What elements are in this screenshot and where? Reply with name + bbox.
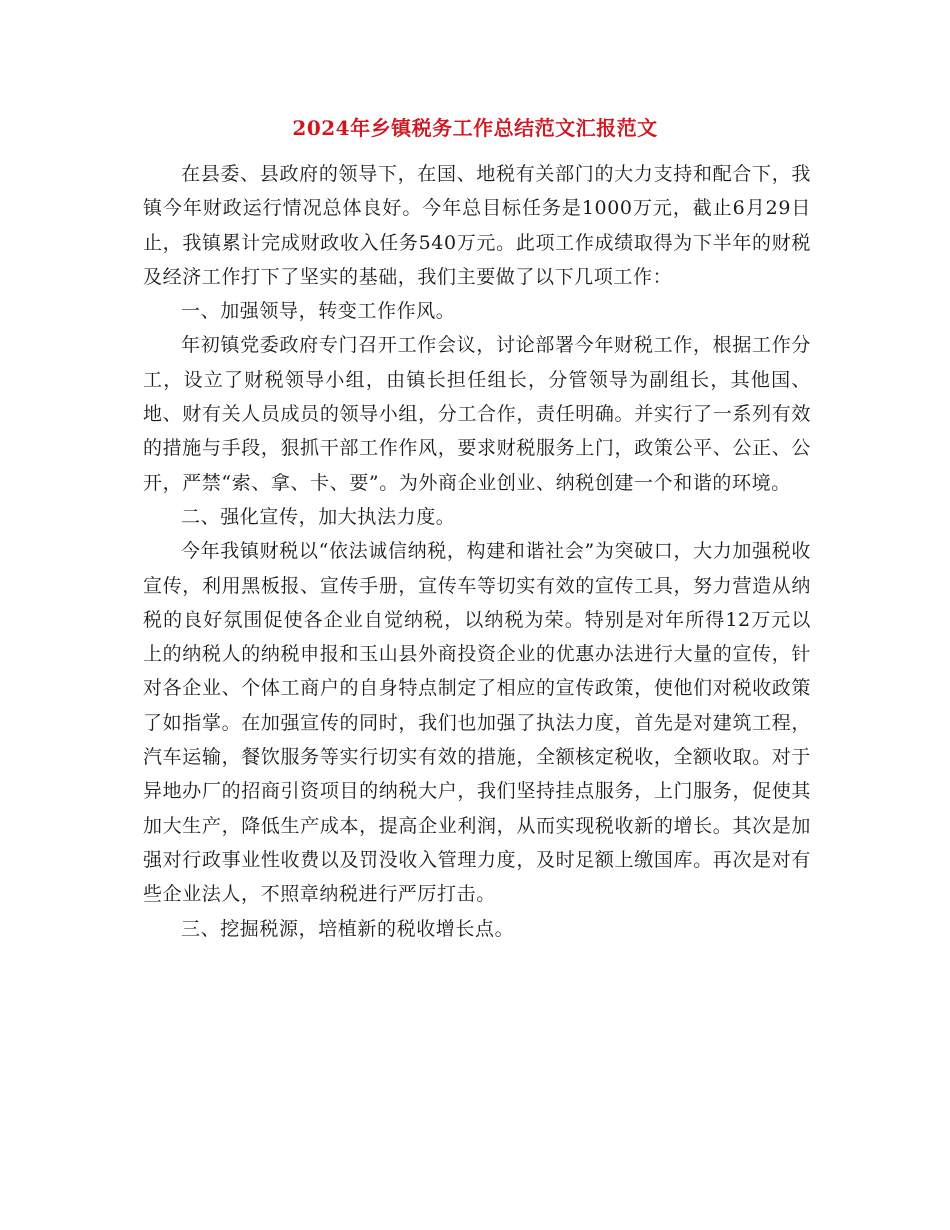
document-title: 2024年乡镇税务工作总结范文汇报范文 [292, 116, 658, 140]
document-body [143, 157, 811, 946]
section-heading-1: 一、加强领导，转变工作作风。 [181, 300, 456, 323]
section-heading-3: 三、挖掘税源，培植新的税收增长点。 [181, 917, 515, 940]
paragraph-intro: 在县委、县政府的领导下，在国、地税有关部门的大力支持和配合下，我镇今年财政运行情况总体良好。今年总目标任务是1000万元，截止6月29日止，我镇累计完成财政收入任务540万元。此项工作成绩取得为下半年的财税及经济工作打下了坚实的基础，我们主要做了以下几项工作： [143, 163, 811, 288]
paragraph-section-2: 今年我镇财税以“依法诚信纳税，构建和谐社会”为突破口，大力加强税收宣传，利用黑板报、宣传手册，宣传车等切实有效的宣传工具，努力营造从纳税的良好氛围促使各企业自觉纳税，以纳税为荣。特别是对年所得12万元以上的纳税人的纳税申报和玉山县外商投资企业的优惠办法进行大量的宣传，针对各企业、个体工商户的自身特点制定了相应的宣传政策，使他们对税收政策了如指掌。在加强宣传的同时，我们也加强了执法力度，首先是对建筑工程，汽车运输，餐饮服务等实行切实有效的措施，全额核定税收，全额收取。对于异地办厂的招商引资项目的纳税大户，我们坚持挂点服务，上门服务，促使其加大生产，降低生产成本，提高企业利润，从而实现税收新的增长。其次是加强对行政事业性收费以及罚没收入管理力度，及时足额上缴国库。再次是对有些企业法人，不照章纳税进行严厉打击。 [143, 540, 811, 906]
section-heading-2: 二、强化宣传，加大执法力度。 [181, 505, 456, 528]
paragraph-section-1: 年初镇党委政府专门召开工作会议，讨论部署今年财税工作，根据工作分工，设立了财税领导小组，由镇长担任组长，分管领导为副组长，其他国、地、财有关人员成员的领导小组，分工合作，责任明确。并实行了一系列有效的措施与手段，狠抓干部工作作风，要求财税服务上门，政策公平、公正、公开，严禁“索、拿、卡、要”。为外商企业创业、纳税创建一个和谐的环境。 [143, 334, 811, 494]
